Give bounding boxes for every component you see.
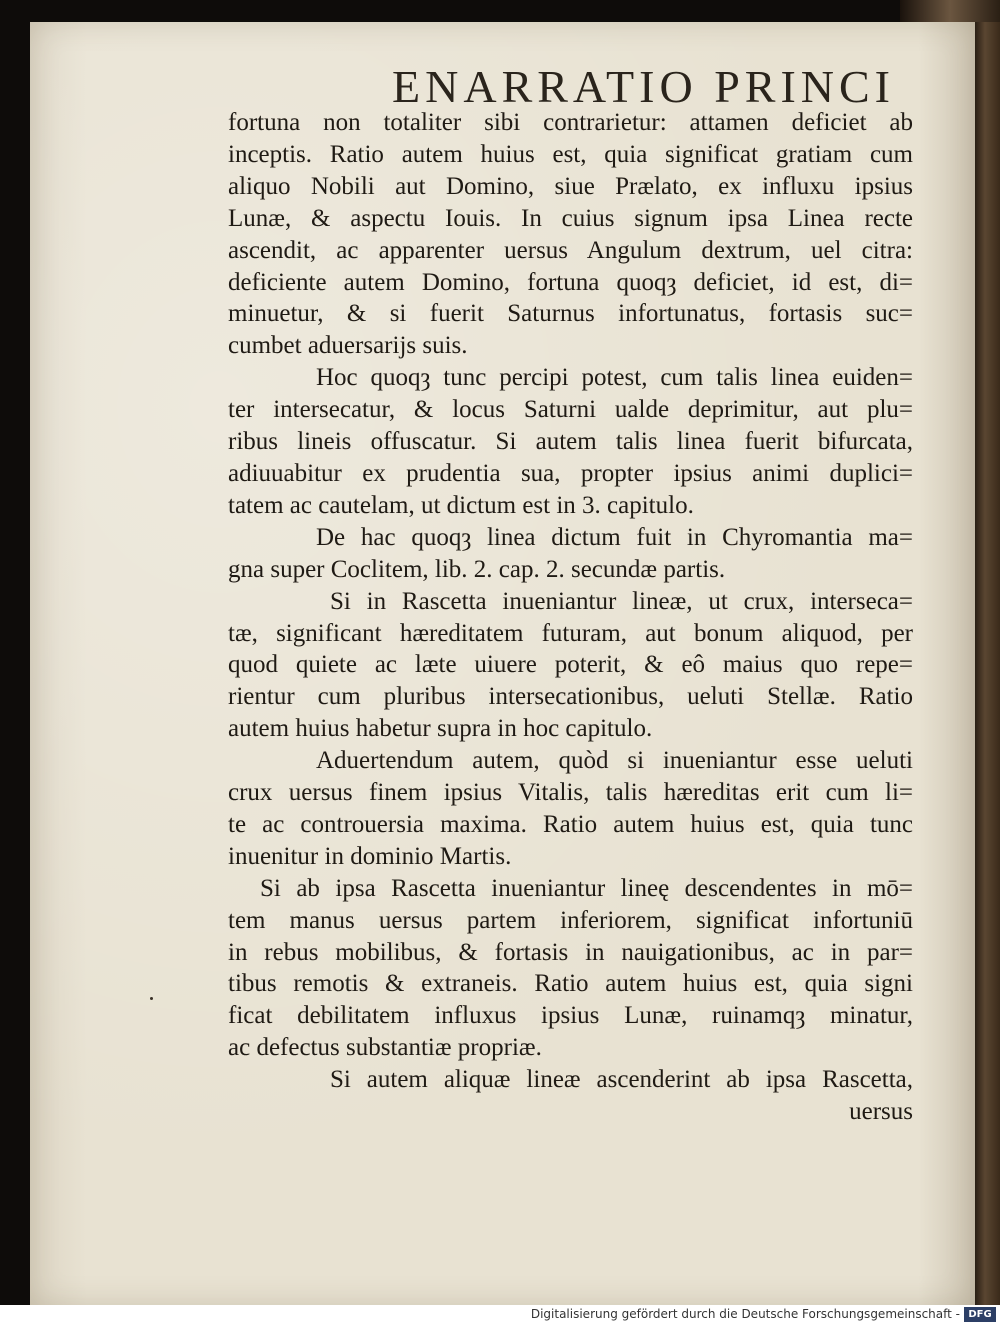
text-line: rientur cum pluribus intersecationibus, ueluti Stellæ. Ratio	[228, 683, 913, 711]
text-line: tatem ac cautelam, ut dictum est in 3. capitulo.	[228, 491, 694, 519]
text-line: ficat debilitatem influxus ipsius Lunæ, ruinamqȝ minatur,	[228, 1002, 913, 1030]
text-line: tibus remotis & extraneis. Ratio autem huius est, quia signi	[228, 970, 913, 998]
text-line: minuetur, & si fuerit Saturnus infortunatus, fortasis suc=	[228, 300, 913, 328]
text-line: inceptis. Ratio autem huius est, quia significat gratiam cum	[228, 140, 913, 168]
text-line: inuenitur in dominio Martis.	[228, 842, 512, 870]
text-line: adiuuabitur ex prudentia sua, propter ipsius animi duplici=	[228, 459, 913, 487]
text-line: ter intersecatur, & locus Saturni ualde deprimitur, aut plu=	[228, 396, 913, 424]
ink-speck	[150, 997, 153, 1000]
text-line: tæ, significant hæreditatem futuram, aut bonum aliquod, per	[228, 619, 913, 647]
text-line: Lunæ, & aspectu Iouis. In cuius signum ipsa Linea recte	[228, 204, 913, 232]
text-line: Si autem aliquæ lineæ ascenderint ab ipsa Rascetta,	[330, 1066, 913, 1094]
funding-credit: Digitalisierung gefördert durch die Deutsche Forschungsgemeinschaft -	[530, 1307, 960, 1321]
text-line: De hac quoqȝ linea dictum fuit in Chyromantia ma=	[316, 523, 913, 551]
text-line: Hoc quoqȝ tunc percipi potest, cum talis linea euiden=	[316, 364, 913, 392]
text-line: in rebus mobilibus, & fortasis in nauigationibus, ac in par=	[228, 938, 913, 966]
book-edge	[975, 0, 1000, 1305]
running-head: ENARRATIO PRINCI	[392, 61, 895, 112]
text-line: Si in Rascetta inueniantur lineæ, ut crux, interseca=	[330, 587, 913, 615]
text-line: tem manus uersus partem inferiorem, significat infortuniū	[228, 906, 913, 934]
text-line: te ac controuersia maxima. Ratio autem huius est, quia tunc	[228, 810, 913, 838]
catchword: uersus	[849, 1098, 913, 1126]
text-line: ascendit, ac apparenter uersus Angulum dextrum, uel citra:	[228, 236, 913, 264]
footer-bar	[0, 1305, 1000, 1325]
text-line: cumbet aduersarijs suis.	[228, 332, 468, 360]
text-line: quod quiete ac læte uiuere poterit, & eô maius quo repe=	[228, 651, 913, 679]
text-line: Aduertendum autem, quòd si inueniantur esse ueluti	[316, 747, 913, 775]
dfg-logo-icon: DFG	[964, 1307, 996, 1322]
body-text	[228, 107, 913, 1128]
text-line: ribus lineis offuscatur. Si autem talis linea fuerit bifurcata,	[228, 428, 913, 456]
text-line: Si ab ipsa Rascetta inueniantur lineę descendentes in mō=	[260, 874, 913, 902]
text-line: deficiente autem Domino, fortuna quoqȝ deficiet, id est, di=	[228, 268, 913, 296]
text-line: autem huius habetur supra in hoc capitulo.	[228, 715, 653, 743]
text-line: fortuna non totaliter sibi contrarietur: attamen deficiet ab	[228, 109, 913, 136]
text-line: ac defectus substantiæ propriæ.	[228, 1034, 542, 1062]
book-edge-top	[900, 0, 1000, 22]
text-line: gna super Coclitem, lib. 2. cap. 2. secundæ partis.	[228, 555, 726, 583]
text-line: crux uersus finem ipsius Vitalis, talis hæreditas erit cum li=	[228, 779, 913, 807]
text-line: aliquo Nobili aut Domino, siue Prælato, ex influxu ipsius	[228, 172, 913, 200]
